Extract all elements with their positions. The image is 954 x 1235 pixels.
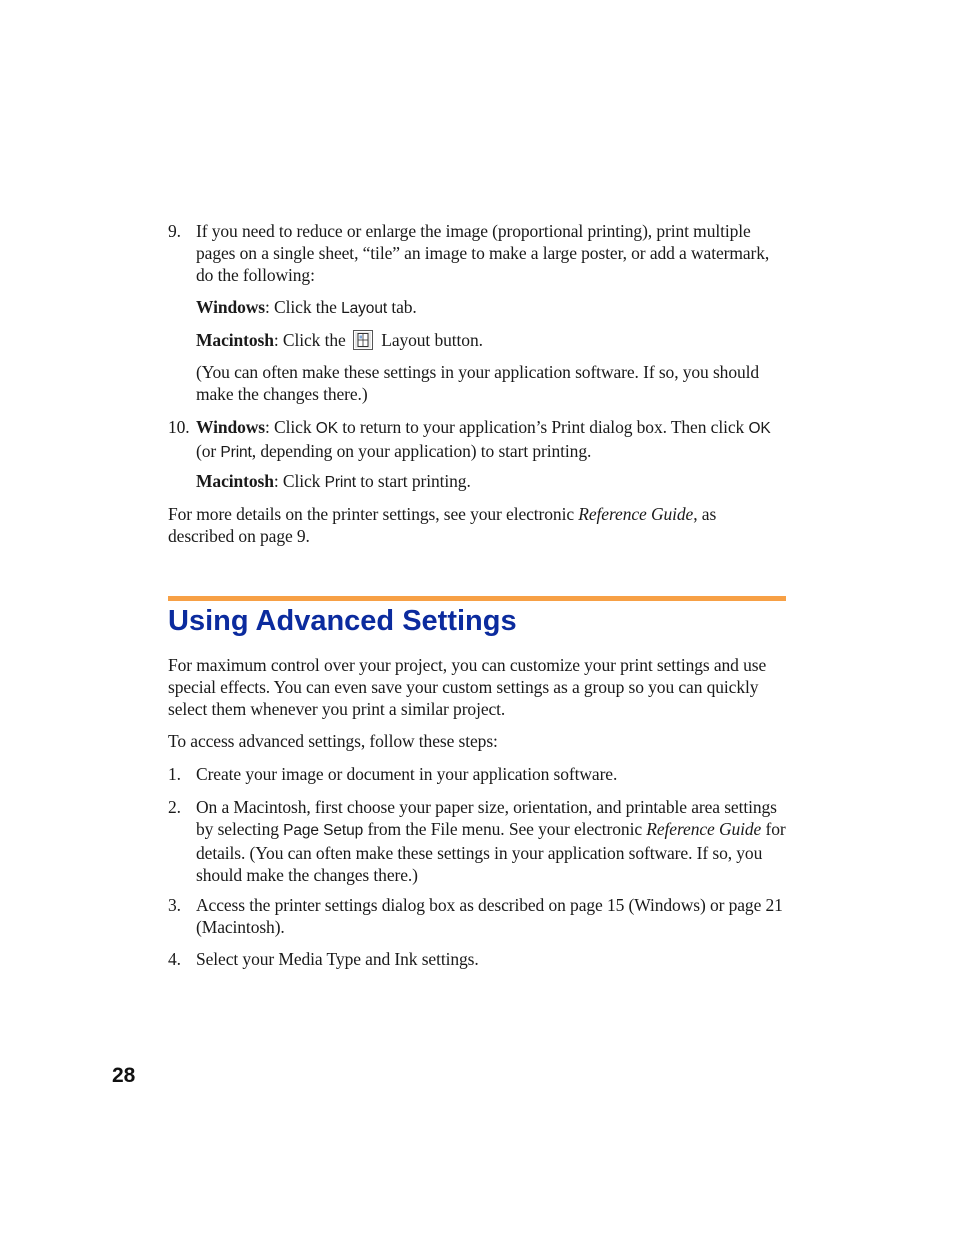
step-number: 2. xyxy=(168,797,181,817)
step-9-note: (You can often make these settings in your application software. If so, you should make the changes there.) xyxy=(196,362,760,404)
ui-term-ok: OK xyxy=(315,420,338,437)
step-text xyxy=(196,796,786,886)
step-9-windows xyxy=(196,296,786,320)
text-fragment: for details. (You can often make these settings in your application software. If so, you should make the changes there.) xyxy=(196,819,786,885)
step-number: 1. xyxy=(168,764,181,784)
windows-label: Windows xyxy=(196,297,266,317)
text-fragment: : Click xyxy=(265,417,316,437)
step-text: Access the printer settings dialog box as described on page 15 (Windows) or page 21 (Macintosh). xyxy=(196,895,783,937)
ui-term-ok: OK xyxy=(748,420,771,437)
reference-guide-title: Reference Guide xyxy=(578,504,694,524)
step-text: If you need to reduce or enlarge the image (proportional printing), print multiple pages on a single sheet, “tile” an image to make a large poster, or add a watermark, do the following: xyxy=(196,221,770,285)
more-details-paragraph xyxy=(168,503,786,547)
text-fragment: tab. xyxy=(387,297,417,317)
step-number: 10. xyxy=(168,417,190,437)
step-number: 3. xyxy=(168,895,181,915)
step-10-macintosh xyxy=(196,470,786,494)
text-fragment: : Click the xyxy=(265,297,342,317)
step-text: Select your Media Type and Ink settings. xyxy=(196,949,479,969)
ui-term-print: Print xyxy=(324,474,356,491)
windows-label: Windows xyxy=(196,417,266,437)
text-fragment: to return to your application’s Print dialog box. Then click xyxy=(337,417,749,437)
section-lead: To access advanced settings, follow these steps: xyxy=(168,731,498,751)
ui-term-print: Print xyxy=(220,444,252,461)
page-number: 28 xyxy=(112,1064,136,1087)
text-fragment: , depending on your application) to start printing. xyxy=(251,441,592,461)
text-fragment: For more details on the printer settings, see your electronic xyxy=(168,504,579,524)
text-fragment: to start printing. xyxy=(355,471,471,491)
reference-guide-title: Reference Guide xyxy=(646,819,762,839)
step-text: Create your image or document in your application software. xyxy=(196,764,618,784)
text-fragment: : Click the xyxy=(273,330,350,350)
macintosh-label: Macintosh xyxy=(196,471,274,491)
macintosh-label: Macintosh xyxy=(196,330,274,350)
ui-term-page-setup: Page Setup xyxy=(283,822,364,839)
step-number: 9. xyxy=(168,221,181,241)
ui-term-layout: Layout xyxy=(341,300,388,317)
step-9-macintosh xyxy=(196,329,786,351)
text-fragment: On a Macintosh, first choose your paper size, orientation, and printable area settings by selecting xyxy=(196,797,777,839)
section-intro: For maximum control over your project, you can customize your print settings and use special effects. You can even save your custom settings as a group so you can quickly select them whenever you print a similar project. xyxy=(168,655,767,719)
text-fragment: : Click xyxy=(273,471,325,491)
text-fragment: (or xyxy=(196,441,221,461)
text-fragment: , as described on page 9. xyxy=(168,504,717,546)
step-number: 4. xyxy=(168,949,181,969)
section-heading: Using Advanced Settings xyxy=(168,605,517,637)
text-fragment: from the File menu. See your electronic xyxy=(363,819,647,839)
layout-icon xyxy=(353,330,373,350)
step-text xyxy=(196,416,786,464)
text-fragment: Layout button. xyxy=(376,330,483,350)
